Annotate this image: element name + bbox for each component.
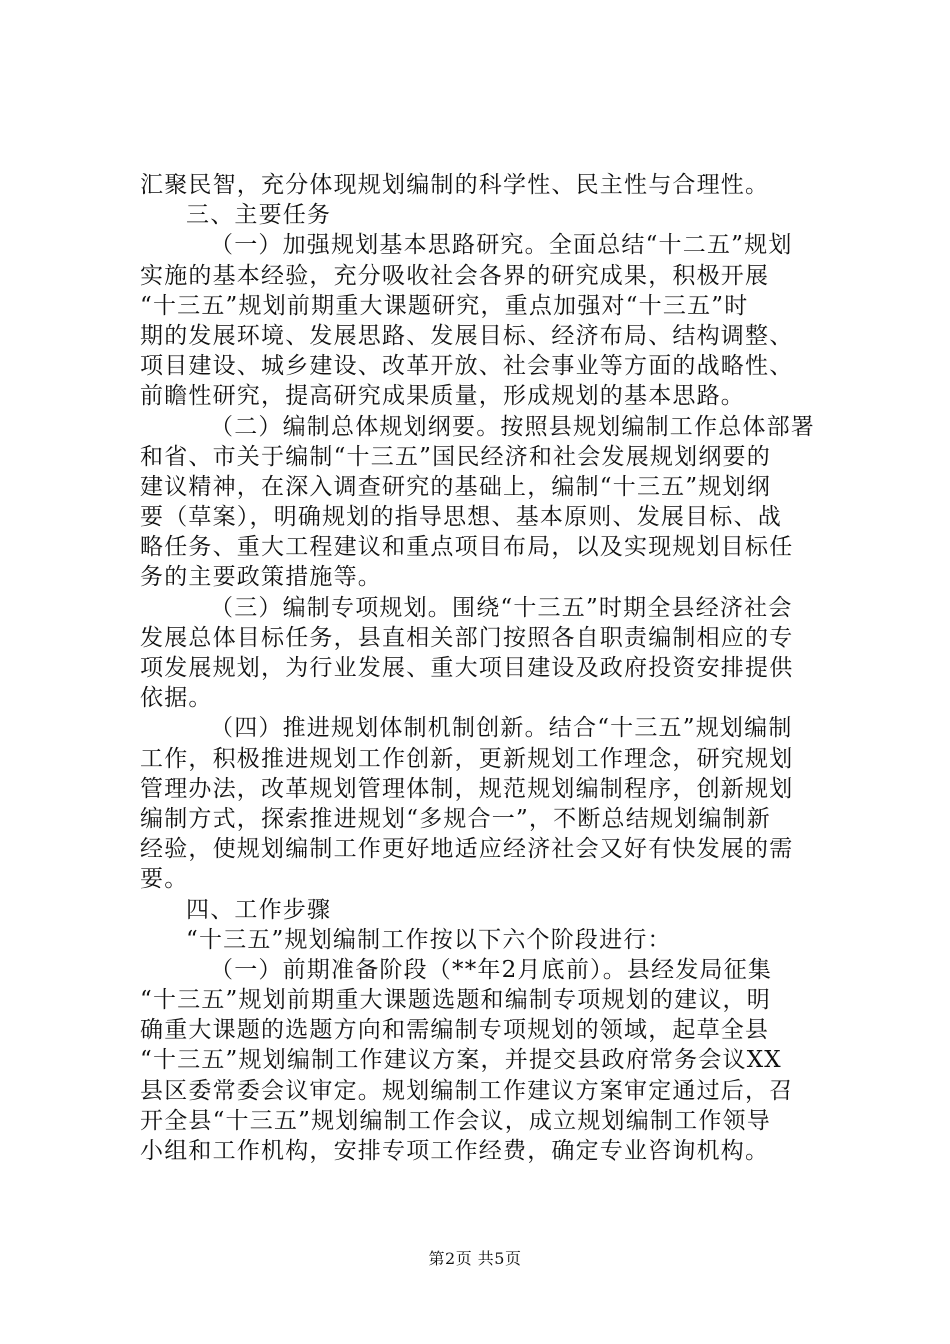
- text-line: 确重大课题的选题方向和需编制专项规划的领域，起草全县: [140, 1017, 770, 1044]
- text-line: 管理办法，改革规划管理体制，规范规划编制程序，创新规划: [140, 775, 794, 802]
- text-line: 项发展规划，为行业发展、重大项目建设及政府投资安排提供: [140, 655, 794, 681]
- page-footer: 第2页 共5页: [428, 1249, 522, 1268]
- text-line: 项目建设、城乡建设、改革开放、社会事业等方面的战略性、: [140, 353, 794, 380]
- text-line: 开全县“十三五”规划编制工作会议，成立规划编制工作领导: [140, 1107, 771, 1134]
- text-line: （一）前期准备阶段（**年2月底前）。县经发局征集: [210, 956, 773, 983]
- text-line: 和省、市关于编制“十三五”国民经济和社会发展规划纲要的: [140, 443, 771, 470]
- text-line: “十三五”规划编制工作按以下六个阶段进行：: [186, 926, 672, 953]
- text-line: （二）编制总体规划纲要。按照县规划编制工作总体部署: [210, 413, 815, 440]
- text-line: “十三五”规划前期重大课题选题和编制专项规划的建议，明: [140, 987, 771, 1014]
- text-line: 依据。: [140, 685, 213, 712]
- text-line: （四）推进规划体制机制创新。结合“十三五”规划编制: [210, 715, 793, 742]
- text-line: 要（草案），明确规划的指导思想、基本原则、发展目标、战: [140, 504, 782, 531]
- text-line: 汇聚民智，充分体现规划编制的科学性、民主性与合理性。: [140, 172, 770, 198]
- text-line: 期的发展环境、发展思路、发展目标、经济布局、结构调整、: [140, 322, 794, 349]
- text-line: 县区委常委会议审定。规划编制工作建议方案审定通过后，召: [140, 1077, 794, 1104]
- text-line: 发展总体目标任务，县直相关部门按照各自职责编制相应的专: [140, 624, 794, 651]
- text-line: （一）加强规划基本思路研究。全面总结“十二五”规划: [210, 232, 793, 259]
- text-line: “十三五”规划编制工作建议方案，并提交县政府常务会议XX: [140, 1047, 782, 1074]
- text-line: 四、工作步骤: [186, 896, 332, 923]
- text-line: 工作，积极推进规划工作创新，更新规划工作理念，研究规划: [140, 745, 794, 772]
- text-line: 编制方式，探索推进规划“多规合一”，不断总结规划编制新: [140, 805, 771, 832]
- text-line: （三）编制专项规划。围绕“十三五”时期全县经济社会: [210, 594, 793, 621]
- document-body: [140, 170, 830, 1166]
- text-line: “十三五”规划前期重大课题研究，重点加强对“十三五”时: [140, 292, 749, 319]
- text-line: 前瞻性研究，提高研究成果质量，形成规划的基本思路。: [140, 383, 745, 410]
- text-line: 要。: [140, 866, 189, 893]
- text-line: 三、主要任务: [186, 202, 332, 229]
- text-line: 经验，使规划编制工作更好地适应经济社会又好有快发展的需: [140, 836, 794, 863]
- text-line: 小组和工作机构，安排专项工作经费，确定专业咨询机构。: [140, 1138, 770, 1164]
- text-line: 务的主要政策措施等。: [140, 564, 382, 591]
- text-line: 略任务、重大工程建议和重点项目布局，以及实现规划目标任: [140, 534, 794, 561]
- text-line: 实施的基本经验，充分吸收社会各界的研究成果，积极开展: [140, 262, 770, 289]
- text-line: 建议精神，在深入调查研究的基础上，编制“十三五”规划纲: [140, 473, 771, 500]
